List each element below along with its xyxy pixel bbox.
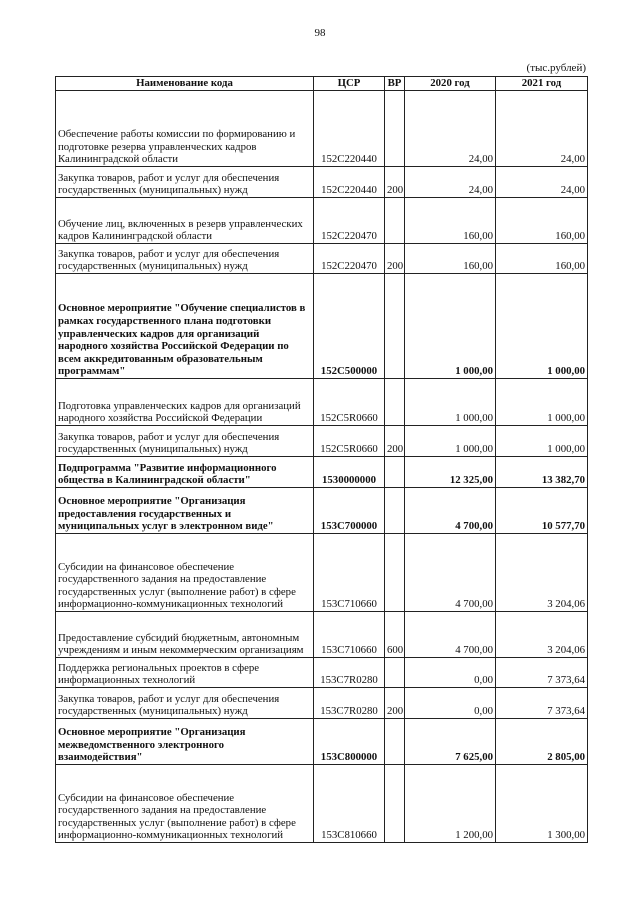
cell-2020: 0,00 (405, 658, 496, 688)
cell-2021: 24,00 (496, 91, 588, 167)
cell-csr: 152C5R0660 (314, 426, 385, 457)
cell-vr (385, 765, 405, 843)
table-row (56, 244, 588, 274)
cell-csr: 153C810660 (314, 765, 385, 843)
table-row (56, 457, 588, 488)
table-row (56, 719, 588, 765)
header-vr: ВР (385, 77, 405, 91)
cell-name: Подпрограмма "Развитие информационного общества в Калининградской области" (56, 457, 314, 488)
cell-vr (385, 534, 405, 612)
table-row (56, 198, 588, 244)
cell-2020: 0,00 (405, 688, 496, 719)
cell-2020: 24,00 (405, 91, 496, 167)
cell-2021: 13 382,70 (496, 457, 588, 488)
cell-2021: 3 204,06 (496, 612, 588, 658)
cell-csr: 152C220470 (314, 244, 385, 274)
cell-2021: 1 300,00 (496, 765, 588, 843)
cell-name: Закупка товаров, работ и услуг для обеспечения государственных (муниципальных) нужд (56, 244, 314, 274)
cell-csr: 152C5R0660 (314, 379, 385, 426)
cell-vr: 600 (385, 612, 405, 658)
table-row (56, 688, 588, 719)
cell-name: Субсидии на финансовое обеспечение государственного задания на предоставление государственных услуг (выполнение работ) в сфере информационно-коммуникационных технологий (56, 534, 314, 612)
cell-name: Закупка товаров, работ и услуг для обеспечения государственных (муниципальных) нужд (56, 688, 314, 719)
table-row (56, 426, 588, 457)
cell-csr: 153C710660 (314, 534, 385, 612)
table-header-row (56, 77, 588, 91)
cell-2021: 1 000,00 (496, 274, 588, 379)
cell-2020: 7 625,00 (405, 719, 496, 765)
cell-vr (385, 457, 405, 488)
cell-2021: 2 805,00 (496, 719, 588, 765)
cell-csr: 152C220440 (314, 167, 385, 198)
cell-vr (385, 719, 405, 765)
cell-name: Закупка товаров, работ и услуг для обеспечения государственных (муниципальных) нужд (56, 167, 314, 198)
cell-2020: 12 325,00 (405, 457, 496, 488)
cell-vr (385, 488, 405, 534)
cell-name: Основное мероприятие "Организация межведомственного электронного взаимодействия" (56, 719, 314, 765)
cell-name: Субсидии на финансовое обеспечение государственного задания на предоставление государственных услуг (выполнение работ) в сфере информационно-коммуникационных технологий (56, 765, 314, 843)
header-name: Наименование кода (56, 77, 314, 91)
cell-2020: 1 200,00 (405, 765, 496, 843)
cell-2020: 1 000,00 (405, 274, 496, 379)
cell-name: Основное мероприятие "Организация предоставления государственных и муниципальных услуг в электронном виде" (56, 488, 314, 534)
cell-2020: 4 700,00 (405, 612, 496, 658)
cell-csr: 152C220470 (314, 198, 385, 244)
cell-vr (385, 379, 405, 426)
table-row (56, 765, 588, 843)
page-number: 98 (314, 27, 326, 39)
cell-vr: 200 (385, 244, 405, 274)
cell-2021: 3 204,06 (496, 534, 588, 612)
cell-2020: 1 000,00 (405, 426, 496, 457)
cell-2021: 160,00 (496, 244, 588, 274)
budget-table (55, 76, 588, 843)
cell-2020: 1 000,00 (405, 379, 496, 426)
cell-name: Обеспечение работы комиссии по формированию и подготовке резерва управленческих кадров Калининградской области (56, 91, 314, 167)
cell-vr (385, 198, 405, 244)
cell-name: Предоставление субсидий бюджетным, автономным учреждениям и иным некоммерческим организациям (56, 612, 314, 658)
cell-csr: 153C700000 (314, 488, 385, 534)
cell-2021: 1 000,00 (496, 426, 588, 457)
table-row (56, 274, 588, 379)
table-row (56, 91, 588, 167)
table-row (56, 379, 588, 426)
cell-name: Основное мероприятие "Обучение специалистов в рамках государственного плана подготовки управленческих кадров для организаций народного хозяйства Российской Федерации по всем аккредитованным образовательным программам" (56, 274, 314, 379)
cell-csr: 153C7R0280 (314, 688, 385, 719)
table-row (56, 612, 588, 658)
cell-2021: 160,00 (496, 198, 588, 244)
table-row (56, 534, 588, 612)
cell-name: Подготовка управленческих кадров для организаций народного хозяйства Российской Федерации (56, 379, 314, 426)
cell-2020: 4 700,00 (405, 488, 496, 534)
table-row (56, 488, 588, 534)
cell-vr: 200 (385, 426, 405, 457)
cell-name: Закупка товаров, работ и услуг для обеспечения государственных (муниципальных) нужд (56, 426, 314, 457)
cell-2020: 24,00 (405, 167, 496, 198)
cell-csr: 152C500000 (314, 274, 385, 379)
header-csr: ЦСР (314, 77, 385, 91)
cell-2020: 160,00 (405, 198, 496, 244)
cell-vr (385, 91, 405, 167)
header-2021: 2021 год (496, 77, 588, 91)
header-2020: 2020 год (405, 77, 496, 91)
cell-csr: 153C710660 (314, 612, 385, 658)
cell-2021: 7 373,64 (496, 658, 588, 688)
cell-vr (385, 658, 405, 688)
units-label: (тыс.рублей) (526, 62, 586, 74)
cell-2021: 1 000,00 (496, 379, 588, 426)
table-row (56, 658, 588, 688)
cell-2020: 4 700,00 (405, 534, 496, 612)
table-row (56, 167, 588, 198)
cell-vr: 200 (385, 688, 405, 719)
cell-2021: 10 577,70 (496, 488, 588, 534)
cell-2021: 7 373,64 (496, 688, 588, 719)
cell-vr: 200 (385, 167, 405, 198)
cell-csr: 1530000000 (314, 457, 385, 488)
cell-name: Поддержка региональных проектов в сфере информационных технологий (56, 658, 314, 688)
cell-csr: 153C800000 (314, 719, 385, 765)
cell-2020: 160,00 (405, 244, 496, 274)
cell-csr: 153C7R0280 (314, 658, 385, 688)
cell-name: Обучение лиц, включенных в резерв управленческих кадров Калининградской области (56, 198, 314, 244)
cell-vr (385, 274, 405, 379)
cell-2021: 24,00 (496, 167, 588, 198)
cell-csr: 152C220440 (314, 91, 385, 167)
